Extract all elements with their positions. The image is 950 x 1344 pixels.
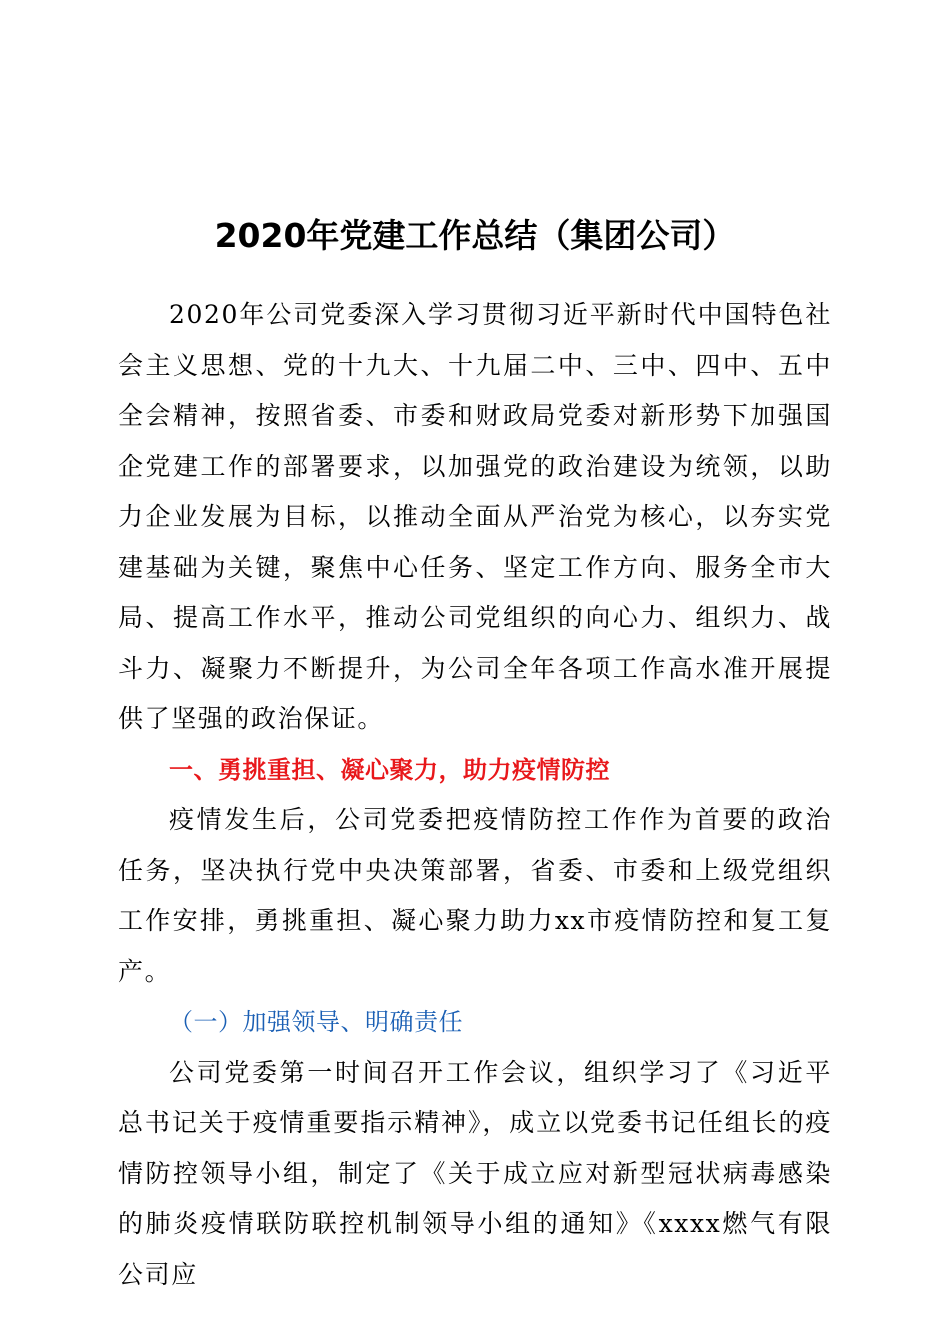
subsection-1-paragraph: 公司党委第一时间召开工作会议，组织学习了《习近平总书记关于疫情重要指示精神》，成立以党委书记任组长的疫情防控领导小组，制定了《关于成立应对新型冠状病毒感染的肺炎疫情联防联控机制领导小组的通知》《xxxx燃气有限公司应: [118, 1057, 832, 1289]
intro-paragraph: 2020年公司党委深入学习贯彻习近平新时代中国特色社会主义思想、党的十九大、十九届二中、三中、四中、五中全会精神，按照省委、市委和财政局党委对新形势下加强国企党建工作的部署要求，以加强党的政治建设为统领，以助力企业发展为目标，以推动全面从严治党为核心，以夯实党建基础为关键，聚焦中心任务、坚定工作方向、服务全市大局、提高工作水平，推动公司党组织的向心力、组织力、战斗力、凝聚力不断提升，为公司全年各项工作高水准开展提供了坚强的政治保证。: [118, 300, 832, 733]
section-1-paragraph: 疫情发生后，公司党委把疫情防控工作作为首要的政治任务，坚决执行党中央决策部署，省委、市委和上级党组织工作安排，勇挑重担、凝心聚力助力xx市疫情防控和复工复产。: [118, 805, 832, 986]
subsection-heading-1: （一）加强领导、明确责任: [169, 1008, 463, 1036]
section-heading-1: 一、勇挑重担、凝心聚力，助力疫情防控: [169, 755, 610, 784]
document-title: 2020年党建工作总结（集团公司）: [214, 216, 736, 255]
document-body: [118, 290, 832, 1300]
